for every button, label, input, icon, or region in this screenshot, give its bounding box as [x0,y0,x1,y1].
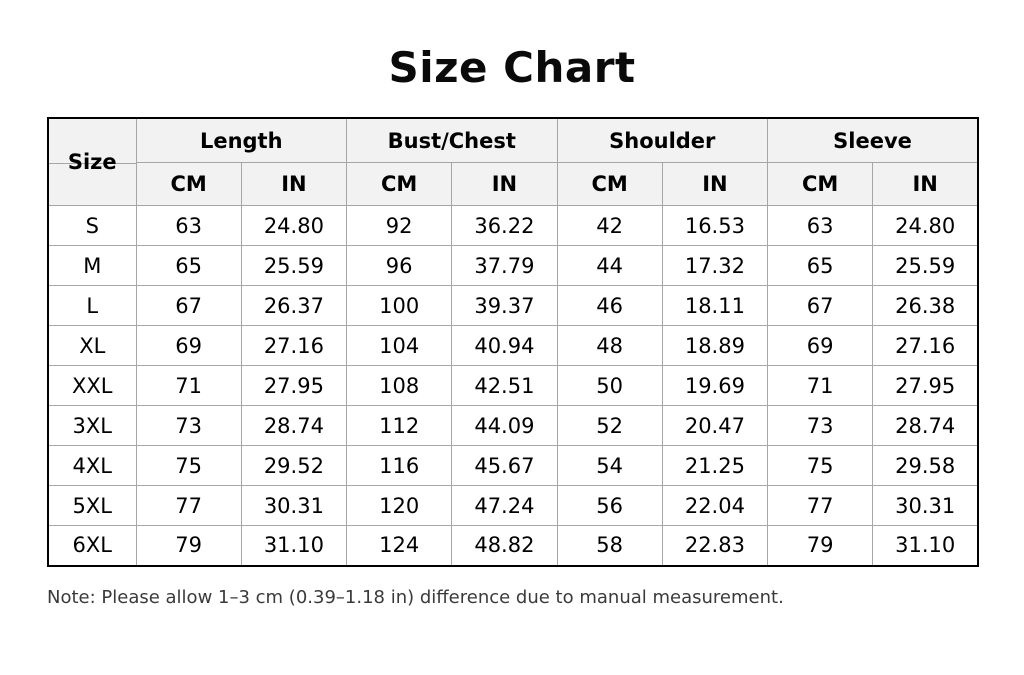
value-cell: 24.80 [873,206,978,246]
value-cell: 54 [557,446,662,486]
value-cell: 104 [347,326,452,366]
size-cell: M [48,246,136,286]
value-cell: 18.89 [662,326,767,366]
size-cell: 3XL [48,406,136,446]
value-cell: 42.51 [452,366,557,406]
value-cell: 25.59 [873,246,978,286]
value-cell: 75 [136,446,241,486]
value-cell: 30.31 [873,486,978,526]
value-cell: 26.38 [873,286,978,326]
size-cell: 4XL [48,446,136,486]
unit-header-shoulder-cm: CM [557,163,662,206]
value-cell: 29.58 [873,446,978,486]
value-cell: 42 [557,206,662,246]
value-cell: 44.09 [452,406,557,446]
value-cell: 96 [347,246,452,286]
value-cell: 27.95 [873,366,978,406]
value-cell: 79 [768,526,873,566]
unit-header-length-cm: CM [136,163,241,206]
value-cell: 29.52 [241,446,346,486]
value-cell: 18.11 [662,286,767,326]
value-cell: 92 [347,206,452,246]
table-row-m [48,246,978,286]
unit-header-bust-in: IN [452,163,557,206]
value-cell: 73 [136,406,241,446]
value-cell: 56 [557,486,662,526]
value-cell: 21.25 [662,446,767,486]
unit-header-bust-cm: CM [347,163,452,206]
size-cell: 5XL [48,486,136,526]
value-cell: 71 [768,366,873,406]
value-cell: 46 [557,286,662,326]
value-cell: 39.37 [452,286,557,326]
value-cell: 67 [136,286,241,326]
value-cell: 124 [347,526,452,566]
value-cell: 17.32 [662,246,767,286]
value-cell: 73 [768,406,873,446]
value-cell: 27.95 [241,366,346,406]
value-cell: 63 [136,206,241,246]
value-cell: 75 [768,446,873,486]
value-cell: 45.67 [452,446,557,486]
value-cell: 37.79 [452,246,557,286]
table-row-l [48,286,978,326]
value-cell: 65 [768,246,873,286]
group-header-length: Length [136,118,347,163]
value-cell: 50 [557,366,662,406]
value-cell: 25.59 [241,246,346,286]
value-cell: 31.10 [873,526,978,566]
table-row-s [48,206,978,246]
value-cell: 36.22 [452,206,557,246]
group-header-bust-chest: Bust/Chest [347,118,558,163]
size-column-header-label: Size [67,150,117,174]
value-cell: 100 [347,286,452,326]
size-column-header [48,118,136,206]
value-cell: 77 [136,486,241,526]
size-cell: XL [48,326,136,366]
value-cell: 52 [557,406,662,446]
group-header-row [48,118,978,163]
value-cell: 24.80 [241,206,346,246]
value-cell: 20.47 [662,406,767,446]
unit-header-shoulder-in: IN [662,163,767,206]
unit-header-sleeve-cm: CM [768,163,873,206]
value-cell: 116 [347,446,452,486]
value-cell: 112 [347,406,452,446]
value-cell: 30.31 [241,486,346,526]
value-cell: 58 [557,526,662,566]
value-cell: 120 [347,486,452,526]
unit-header-row [48,163,978,206]
value-cell: 71 [136,366,241,406]
value-cell: 63 [768,206,873,246]
value-cell: 48.82 [452,526,557,566]
size-chart-table [47,117,979,567]
table-row-xxl [48,366,978,406]
value-cell: 27.16 [241,326,346,366]
group-header-sleeve: Sleeve [768,118,979,163]
table-row-6xl [48,526,978,566]
measurement-note: Note: Please allow 1–3 cm (0.39–1.18 in) difference due to manual measurement. [47,587,784,608]
unit-header-sleeve-in: IN [873,163,978,206]
value-cell: 77 [768,486,873,526]
value-cell: 16.53 [662,206,767,246]
value-cell: 28.74 [873,406,978,446]
table-row-5xl [48,486,978,526]
unit-header-length-in: IN [241,163,346,206]
value-cell: 31.10 [241,526,346,566]
value-cell: 69 [768,326,873,366]
value-cell: 44 [557,246,662,286]
value-cell: 22.04 [662,486,767,526]
table-row-4xl [48,446,978,486]
value-cell: 40.94 [452,326,557,366]
value-cell: 22.83 [662,526,767,566]
size-cell: XXL [48,366,136,406]
value-cell: 108 [347,366,452,406]
value-cell: 28.74 [241,406,346,446]
size-cell: 6XL [48,526,136,566]
group-header-shoulder: Shoulder [557,118,768,163]
table-row-xl [48,326,978,366]
size-cell: S [48,206,136,246]
page-title: Size Chart [388,43,636,92]
value-cell: 69 [136,326,241,366]
size-cell: L [48,286,136,326]
value-cell: 79 [136,526,241,566]
value-cell: 19.69 [662,366,767,406]
value-cell: 48 [557,326,662,366]
table-row-3xl [48,406,978,446]
value-cell: 47.24 [452,486,557,526]
value-cell: 27.16 [873,326,978,366]
value-cell: 67 [768,286,873,326]
value-cell: 65 [136,246,241,286]
value-cell: 26.37 [241,286,346,326]
